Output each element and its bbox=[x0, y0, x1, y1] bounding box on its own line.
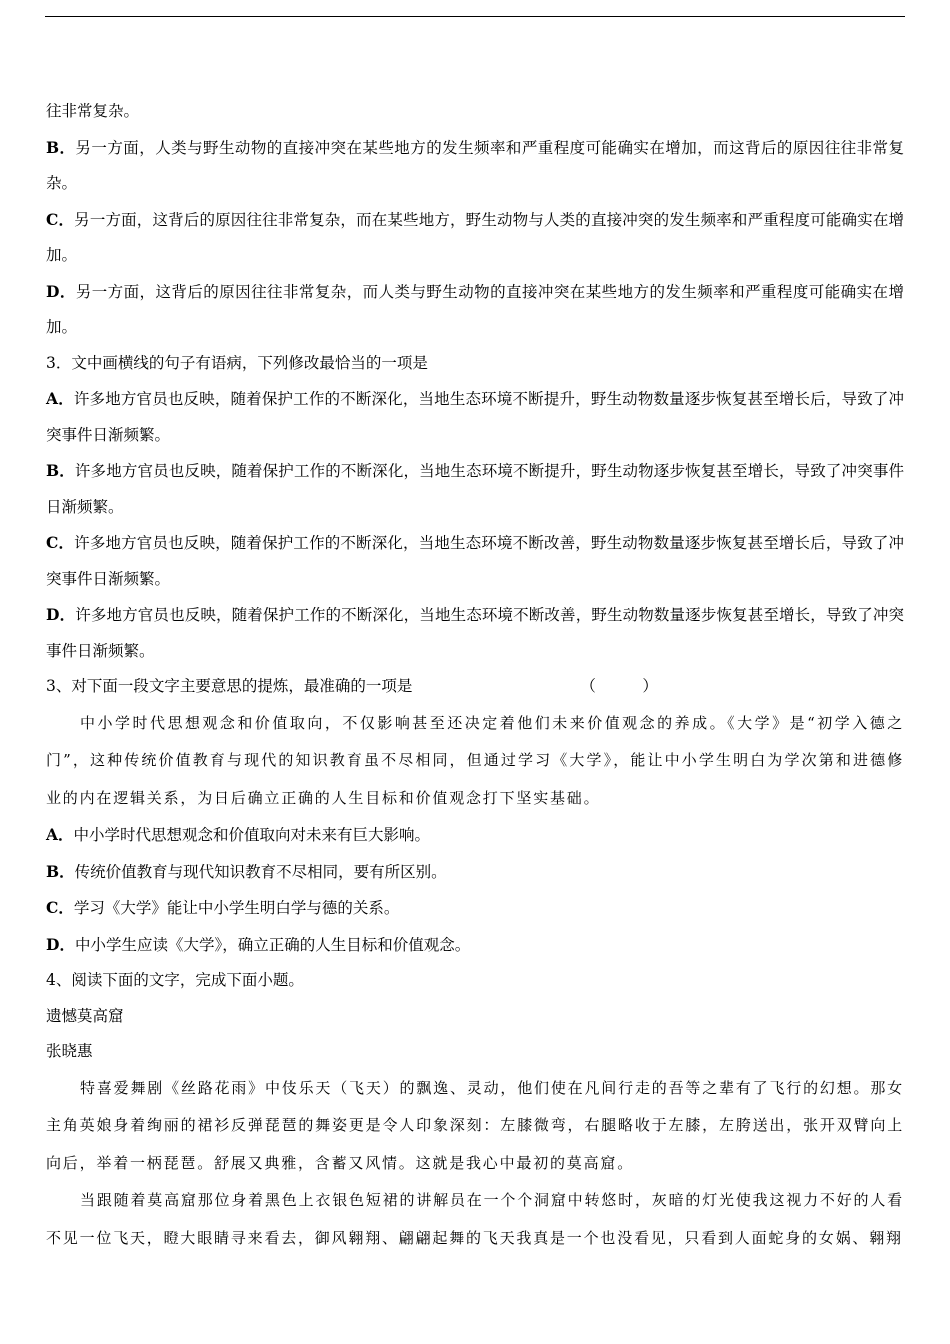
q3b-option-d[interactable] bbox=[46, 927, 904, 964]
option-text: 另一方面，这背后的原因往往非常复杂，而在某些地方，野生动物与人类的直接冲突的发生频率和严重程度可能确实在增加。 bbox=[46, 210, 904, 264]
q3a-option-a[interactable] bbox=[46, 381, 904, 453]
option-text: 中小学生应读《大学》，确立正确的人生目标和价值观念。 bbox=[74, 935, 471, 954]
q2-option-c[interactable] bbox=[46, 202, 904, 274]
q3b-stem: 3、对下面一段文字主要意思的提炼，最准确的一项是 bbox=[46, 677, 413, 695]
article-title: 遗憾莫高窟 bbox=[46, 1006, 124, 1025]
q3a-stem: 3．文中画横线的句子有语病，下列修改最恰当的一项是 bbox=[46, 353, 428, 372]
option-text: 许多地方官员也反映，随着保护工作的不断深化，当地生态环境不断提升，野生动物数量逐步恢复甚至增长后，导致了冲突事件日渐频繁。 bbox=[46, 390, 904, 444]
option-text: 传统价值教育与现代知识教育不尽相同，要有所区别。 bbox=[74, 862, 447, 881]
option-label: D． bbox=[46, 605, 76, 624]
q4-stem: 4、阅读下面的文字，完成下面小题。 bbox=[46, 971, 304, 989]
q3a-option-b[interactable] bbox=[46, 453, 904, 525]
q3a-option-c[interactable] bbox=[46, 525, 904, 597]
option-label: B． bbox=[46, 861, 75, 881]
option-text: 另一方面，人类与野生动物的直接冲突在某些地方的发生频率和严重程度可能确实在增加，而这背后的原因往往非常复杂。 bbox=[46, 138, 904, 192]
option-text: 许多地方官员也反映，随着保护工作的不断深化，当地生态环境不断改善，野生动物数量逐步恢复甚至增长，导致了冲突事件日渐频繁。 bbox=[46, 606, 904, 660]
q2-option-d[interactable] bbox=[46, 274, 904, 346]
option-text: 另一方面，这背后的原因往往非常复杂，而人类与野生动物的直接冲突在某些地方的发生频率和严重程度可能确实在增加。 bbox=[46, 282, 904, 336]
option-label: A． bbox=[46, 825, 74, 844]
article-author: 张晓惠 bbox=[46, 1042, 93, 1060]
option-label: D． bbox=[46, 934, 75, 954]
option-text: 许多地方官员也反映，随着保护工作的不断深化，当地生态环境不断改善，野生动物数量逐步恢复甚至增长后，导致了冲突事件日渐频繁。 bbox=[46, 534, 904, 588]
option-text: 学习《大学》能让中小学生明白学与德的关系。 bbox=[73, 899, 400, 917]
q3b-option-b[interactable] bbox=[46, 854, 904, 891]
article-paragraph: 当跟随着莫高窟那位身着黑色上衣银色短裙的讲解员在一个个洞窟中转悠时，灰暗的灯光使我这视力不好的人看不见一位飞天，瞪大眼睛寻来看去，御风翱翔、翩翩起舞的飞天我真是一个也没看见，只看到人面蛇身的女娲、翱翔 bbox=[46, 1191, 904, 1247]
q3b-passage: 中小学时代思想观念和价值取向，不仅影响甚至还决定着他们未来价值观念的养成。《大学》是“初学入德之门”，这种传统价值教育与现代的知识教育虽不尽相同，但通过学习《大学》，能让中小学生明白为学次第和进德修业的内在逻辑关系，为日后确立正确的人生目标和价值观念打下坚实基础。 bbox=[46, 713, 904, 807]
article-paragraph: 特喜爱舞剧《丝路花雨》中伎乐天（飞天）的飘逸、灵动，他们使在凡间行走的吾等之辈有了飞行的幻想。那女主角英娘身着绚丽的裙衫反弹琵琶的舞姿更是令人印象深刻：左膝微弯，右腿略收于左膝，左胯送出，张开双臂向上向后，举着一柄琵琶。舒展又典雅，含蓄又风情。这就是我心中最初的莫高窟。 bbox=[46, 1078, 904, 1172]
q2-option-b[interactable] bbox=[46, 130, 904, 202]
option-text: 许多地方官员也反映，随着保护工作的不断深化，当地生态环境不断提升，野生动物逐步恢复甚至增长，导致了冲突事件日渐频繁。 bbox=[46, 462, 904, 516]
q2-option-a-tail: 往非常复杂。 bbox=[46, 102, 140, 120]
option-label: C． bbox=[46, 209, 75, 229]
option-text: 中小学时代思想观念和价值取向对未来有巨大影响。 bbox=[73, 826, 431, 844]
q3b-option-a[interactable] bbox=[46, 817, 904, 854]
q3a-option-d[interactable] bbox=[46, 597, 904, 669]
q3b-stem-row bbox=[46, 669, 904, 705]
option-label: B． bbox=[46, 461, 75, 480]
option-label: B． bbox=[46, 137, 76, 157]
q3b-option-c[interactable] bbox=[46, 890, 904, 927]
answer-blank[interactable]: （ ） bbox=[580, 677, 658, 695]
option-label: A． bbox=[46, 389, 74, 408]
option-label: D． bbox=[46, 281, 76, 301]
option-label: C． bbox=[46, 533, 75, 552]
header-rule bbox=[45, 16, 905, 17]
option-label: C． bbox=[46, 898, 74, 917]
exam-page bbox=[46, 94, 904, 1257]
